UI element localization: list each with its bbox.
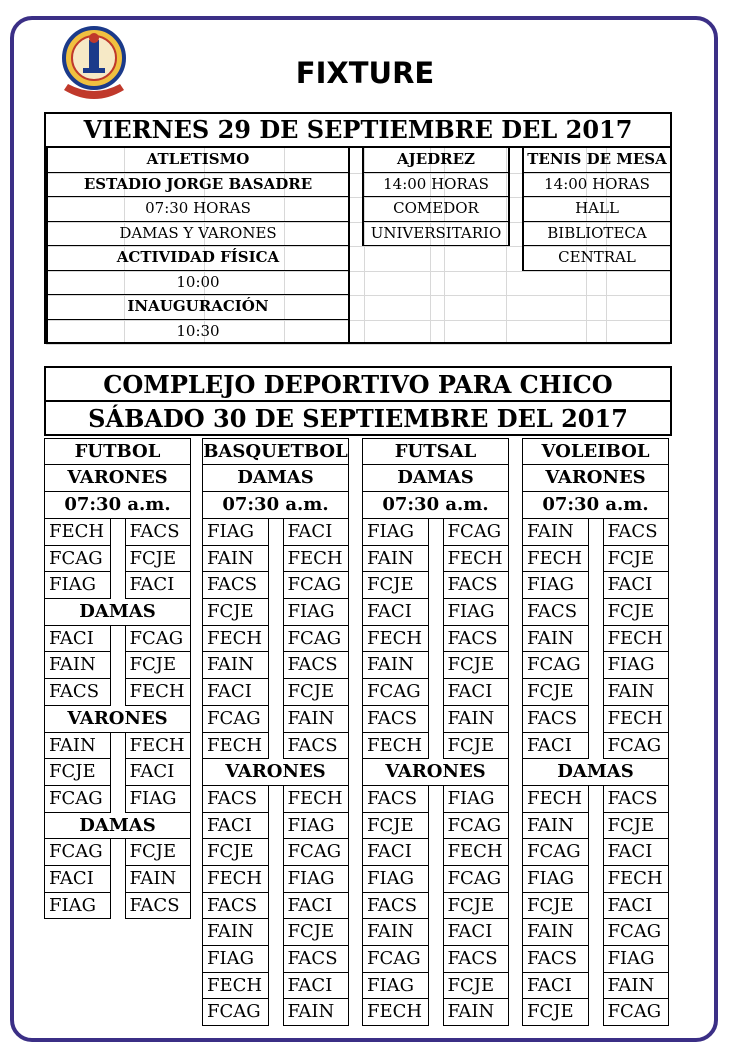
match-row: [202, 626, 349, 653]
team-away: FCAG: [443, 519, 510, 546]
team-home: FACS: [202, 572, 269, 599]
team-home: FACI: [202, 679, 269, 706]
match-row: [362, 866, 509, 893]
team-away: FCAG: [283, 572, 350, 599]
day1-section: [44, 112, 672, 344]
sport-time: 07:30 a.m.: [522, 492, 669, 519]
inauguracion-time: 10:30: [176, 321, 220, 340]
team-away: FCAG: [443, 813, 510, 840]
tenis-de-mesa-schedule: [522, 148, 672, 271]
sport-category: VARONES: [522, 465, 669, 492]
match-row: [202, 679, 349, 706]
match-row: [202, 706, 349, 733]
match-row: [522, 786, 669, 813]
team-home: FCAG: [44, 839, 111, 866]
team-away: FACS: [283, 946, 350, 973]
day2-venue: COMPLEJO DEPORTIVO PARA CHICO: [44, 366, 672, 402]
match-row: [44, 866, 191, 893]
tenis-title: TENIS DE MESA: [524, 148, 670, 173]
match-row: [522, 999, 669, 1026]
team-home: FCJE: [522, 999, 589, 1026]
team-home: FECH: [362, 626, 429, 653]
tenis-venue-3: CENTRAL: [524, 246, 670, 271]
team-away: FACS: [443, 572, 510, 599]
match-row: [202, 999, 349, 1026]
team-away: FIAG: [125, 786, 192, 813]
team-away: FCAG: [125, 626, 192, 653]
team-home: FACS: [44, 679, 111, 706]
tenis-venue-2: BIBLIOTECA: [524, 222, 670, 247]
match-row: [202, 546, 349, 573]
team-home: FCJE: [202, 839, 269, 866]
sport-category: VARONES: [44, 465, 191, 492]
sport-name: FUTBOL: [44, 438, 191, 465]
match-row: [362, 999, 509, 1026]
match-row: [362, 679, 509, 706]
team-home: FAIN: [44, 733, 111, 760]
team-away: FIAG: [443, 786, 510, 813]
team-away: FECH: [443, 839, 510, 866]
sport-name: BASQUETBOL: [202, 438, 349, 465]
match-row: [44, 572, 191, 599]
atletismo-venue: ESTADIO JORGE BASADRE: [48, 173, 348, 198]
team-home: FACS: [522, 599, 589, 626]
team-home: FECH: [522, 786, 589, 813]
match-row: [362, 519, 509, 546]
team-away: FAIN: [283, 706, 350, 733]
day2-date: SÁBADO 30 DE SEPTIEMBRE DEL 2017: [44, 400, 672, 436]
team-home: FAIN: [522, 626, 589, 653]
match-row: [522, 679, 669, 706]
match-row: [202, 572, 349, 599]
team-home: FAIN: [522, 519, 589, 546]
team-away: FCJE: [125, 546, 192, 573]
match-row: [202, 866, 349, 893]
team-home: FACS: [202, 893, 269, 920]
match-row: [202, 893, 349, 920]
team-home: FACI: [202, 813, 269, 840]
team-away: FAIN: [603, 679, 670, 706]
category-label: VARONES: [362, 759, 509, 786]
team-away: FCAG: [283, 626, 350, 653]
sport-name: VOLEIBOL: [522, 438, 669, 465]
match-row: [202, 786, 349, 813]
atletismo-category: DAMAS Y VARONES: [48, 222, 348, 247]
ajedrez-venue-2: UNIVERSITARIO: [364, 222, 508, 247]
match-row: [202, 946, 349, 973]
sport-column-futsal: [362, 438, 509, 1026]
match-row: [44, 786, 191, 813]
team-away: FECH: [443, 546, 510, 573]
team-away: FCAG: [603, 919, 670, 946]
team-home: FCJE: [362, 572, 429, 599]
sport-column-futbol: [44, 438, 191, 919]
team-away: FCAG: [283, 839, 350, 866]
team-away: FCJE: [443, 973, 510, 1000]
team-home: FACS: [362, 786, 429, 813]
team-home: FAIN: [362, 652, 429, 679]
team-home: FACS: [522, 946, 589, 973]
team-away: FACS: [443, 626, 510, 653]
match-row: [362, 706, 509, 733]
team-home: FCAG: [362, 946, 429, 973]
team-home: FIAG: [362, 866, 429, 893]
team-away: FIAG: [443, 599, 510, 626]
atletismo-time: 07:30 HORAS: [48, 197, 348, 222]
team-away: FACS: [125, 519, 192, 546]
match-row: [362, 839, 509, 866]
team-away: FECH: [283, 786, 350, 813]
match-row: [522, 946, 669, 973]
team-away: FACS: [283, 733, 350, 760]
team-home: FECH: [202, 626, 269, 653]
match-row: [202, 599, 349, 626]
team-away: FCJE: [125, 652, 192, 679]
team-away: FECH: [283, 546, 350, 573]
team-home: FACI: [362, 599, 429, 626]
match-row: [362, 919, 509, 946]
category-label: DAMAS: [44, 813, 191, 840]
team-home: FIAG: [44, 893, 111, 920]
team-away: FACS: [603, 786, 670, 813]
match-row: [44, 893, 191, 920]
team-home: FIAG: [202, 946, 269, 973]
match-row: [522, 839, 669, 866]
team-home: FIAG: [522, 866, 589, 893]
category-label: VARONES: [202, 759, 349, 786]
team-home: FCAG: [202, 706, 269, 733]
team-away: FCAG: [603, 733, 670, 760]
team-home: FACS: [362, 706, 429, 733]
team-home: FAIN: [522, 919, 589, 946]
team-home: FAIN: [362, 919, 429, 946]
team-home: FIAG: [362, 519, 429, 546]
team-home: FCJE: [522, 893, 589, 920]
team-away: FACI: [283, 973, 350, 1000]
team-away: FACS: [125, 893, 192, 920]
team-away: FCAG: [603, 999, 670, 1026]
match-row: [362, 813, 509, 840]
team-home: FAIN: [44, 652, 111, 679]
match-row: [522, 893, 669, 920]
match-row: [362, 572, 509, 599]
actividad-fisica-label: ACTIVIDAD FÍSICA: [48, 246, 348, 271]
atletismo-title: ATLETISMO: [48, 148, 348, 173]
match-row: [522, 813, 669, 840]
category-label: DAMAS: [44, 599, 191, 626]
match-row: [44, 652, 191, 679]
match-row: [202, 519, 349, 546]
sport-category: DAMAS: [202, 465, 349, 492]
team-away: FECH: [603, 626, 670, 653]
team-away: FIAG: [603, 652, 670, 679]
team-home: FCAG: [362, 679, 429, 706]
team-home: FCJE: [44, 759, 111, 786]
team-away: FACI: [283, 519, 350, 546]
atletismo-schedule: [46, 148, 350, 344]
team-away: FACI: [603, 572, 670, 599]
match-row: [522, 919, 669, 946]
match-row: [362, 946, 509, 973]
team-home: FCAG: [522, 652, 589, 679]
team-away: FCJE: [603, 813, 670, 840]
team-home: FECH: [522, 546, 589, 573]
team-away: FACI: [283, 893, 350, 920]
team-away: FCJE: [443, 733, 510, 760]
match-row: [522, 706, 669, 733]
match-row: [44, 679, 191, 706]
team-away: FECH: [125, 733, 192, 760]
match-row: [522, 652, 669, 679]
category-label: VARONES: [44, 706, 191, 733]
team-away: FAIN: [443, 706, 510, 733]
match-row: [522, 973, 669, 1000]
sport-time: 07:30 a.m.: [202, 492, 349, 519]
match-row: [362, 626, 509, 653]
team-home: FACS: [202, 786, 269, 813]
team-home: FCJE: [362, 813, 429, 840]
team-away: FACI: [443, 679, 510, 706]
day2-section: [44, 366, 672, 1030]
team-home: FECH: [202, 973, 269, 1000]
match-row: [522, 546, 669, 573]
match-row: [44, 759, 191, 786]
match-row: [362, 733, 509, 760]
team-away: FACI: [443, 919, 510, 946]
match-row: [522, 572, 669, 599]
match-row: [522, 599, 669, 626]
team-home: FAIN: [202, 919, 269, 946]
team-home: FACI: [522, 973, 589, 1000]
team-away: FACS: [443, 946, 510, 973]
match-row: [44, 839, 191, 866]
team-away: FIAG: [283, 599, 350, 626]
match-row: [362, 786, 509, 813]
day1-title: VIERNES 29 DE SEPTIEMBRE DEL 2017: [46, 114, 670, 148]
sport-time: 07:30 a.m.: [44, 492, 191, 519]
team-away: FCJE: [283, 679, 350, 706]
inauguracion-label: INAUGURACIÓN: [48, 295, 348, 320]
team-home: FACI: [44, 626, 111, 653]
match-row: [362, 893, 509, 920]
team-home: FACS: [362, 893, 429, 920]
team-home: FIAG: [522, 572, 589, 599]
match-row: [362, 599, 509, 626]
team-home: FECH: [362, 733, 429, 760]
match-row: [362, 652, 509, 679]
team-away: FCJE: [125, 839, 192, 866]
team-away: FIAG: [603, 946, 670, 973]
actividad-fisica-time: 10:00: [48, 271, 348, 296]
team-home: FCAG: [44, 786, 111, 813]
team-away: FAIN: [283, 999, 350, 1026]
team-away: FECH: [603, 866, 670, 893]
team-home: FIAG: [362, 973, 429, 1000]
match-row: [362, 546, 509, 573]
match-row: [522, 626, 669, 653]
team-home: FCJE: [202, 599, 269, 626]
team-home: FECH: [44, 519, 111, 546]
team-home: FAIN: [202, 652, 269, 679]
team-home: FAIN: [362, 546, 429, 573]
tenis-time: 14:00 HORAS: [524, 173, 670, 198]
ajedrez-time: 14:00 HORAS: [364, 173, 508, 198]
match-row: [202, 973, 349, 1000]
sport-category: DAMAS: [362, 465, 509, 492]
match-row: [44, 733, 191, 760]
match-row: [202, 919, 349, 946]
team-away: FACS: [603, 519, 670, 546]
match-row: [44, 519, 191, 546]
match-row: [44, 546, 191, 573]
page-title: FIXTURE: [295, 56, 435, 90]
team-away: FCJE: [603, 599, 670, 626]
team-away: FCJE: [603, 546, 670, 573]
team-away: FCJE: [443, 893, 510, 920]
team-home: FECH: [362, 999, 429, 1026]
sport-name: FUTSAL: [362, 438, 509, 465]
team-away: FIAG: [283, 866, 350, 893]
team-home: FECH: [202, 733, 269, 760]
ajedrez-venue-1: COMEDOR: [364, 197, 508, 222]
team-away: FAIN: [125, 866, 192, 893]
ajedrez-schedule: [362, 148, 510, 246]
team-home: FCAG: [522, 839, 589, 866]
team-away: FACS: [283, 652, 350, 679]
match-row: [202, 813, 349, 840]
match-row: [202, 652, 349, 679]
team-away: FECH: [125, 679, 192, 706]
team-home: FACI: [362, 839, 429, 866]
match-row: [202, 733, 349, 760]
team-away: FCAG: [443, 866, 510, 893]
team-away: FACI: [125, 572, 192, 599]
match-row: [522, 866, 669, 893]
sport-column-voleibol: [522, 438, 669, 1026]
sport-time: 07:30 a.m.: [362, 492, 509, 519]
team-away: FACI: [603, 893, 670, 920]
team-home: FACI: [44, 866, 111, 893]
team-home: FAIN: [202, 546, 269, 573]
team-home: FCAG: [202, 999, 269, 1026]
team-away: FECH: [603, 706, 670, 733]
team-home: FIAG: [44, 572, 111, 599]
team-away: FCJE: [283, 919, 350, 946]
match-row: [362, 973, 509, 1000]
tenis-venue-1: HALL: [524, 197, 670, 222]
ajedrez-title: AJEDREZ: [364, 148, 508, 173]
team-home: FIAG: [202, 519, 269, 546]
team-home: FACI: [522, 733, 589, 760]
category-label: DAMAS: [522, 759, 669, 786]
team-home: FCJE: [522, 679, 589, 706]
team-away: FACI: [603, 839, 670, 866]
team-away: FACI: [125, 759, 192, 786]
team-home: FACS: [522, 706, 589, 733]
match-row: [202, 839, 349, 866]
match-row: [522, 733, 669, 760]
team-home: FAIN: [522, 813, 589, 840]
team-away: FAIN: [443, 999, 510, 1026]
team-home: FCAG: [44, 546, 111, 573]
sport-column-basquetbol: [202, 438, 349, 1026]
match-row: [522, 519, 669, 546]
match-row: [44, 626, 191, 653]
team-home: FECH: [202, 866, 269, 893]
team-away: FCJE: [443, 652, 510, 679]
team-away: FIAG: [283, 813, 350, 840]
team-away: FAIN: [603, 973, 670, 1000]
